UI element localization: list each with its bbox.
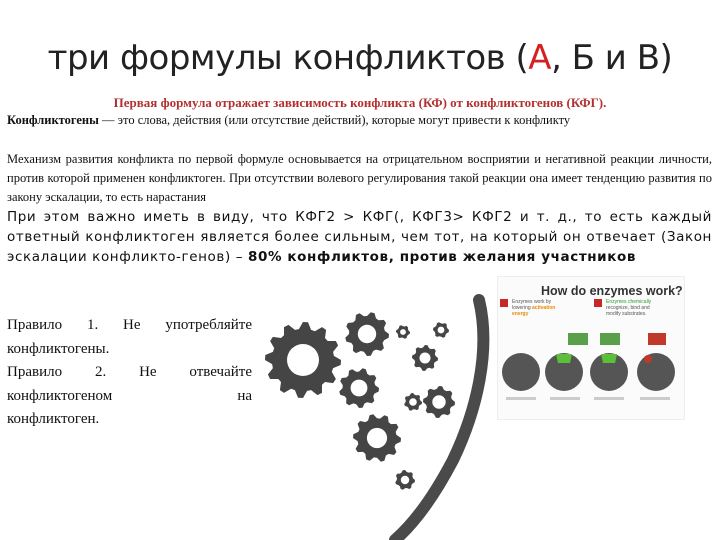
escalation-bold: 80% конфликтов, против желания участников — [247, 249, 637, 265]
gear-icon — [395, 470, 415, 490]
rules-block — [7, 314, 252, 432]
escalation-text: При этом важно иметь в виду, что КФГ2 > КФГ(, КФГ3> КФГ2 и т. д., то есть каждый ответный конфликтоген является более сильным, чем тот, на который он отвечает (Закон эскалации конфликто-генов) – — [7, 209, 712, 265]
rule-line: конфликтогеном на — [7, 387, 252, 404]
gear-icon — [396, 325, 410, 339]
rule-line: Правило 1. Не употребляйте — [7, 317, 252, 333]
subtitle: Первая формула отражает зависимость конфликта (КФ) от конфликтогенов (КФГ). — [113, 95, 607, 110]
bullet-icon — [594, 299, 602, 307]
title-accent-letter: А — [528, 38, 552, 78]
enzyme-note-text: lowering — [512, 305, 531, 311]
substrate-shape — [600, 333, 620, 345]
active-site-shape — [601, 354, 617, 363]
product-shape — [644, 355, 652, 363]
gear-icon — [353, 414, 401, 461]
enzyme-note-left — [512, 299, 555, 317]
escalation-paragraph — [7, 207, 712, 267]
definition-term: Конфликтогены — [7, 113, 99, 127]
gear-icon — [339, 368, 379, 408]
product-shape — [648, 333, 666, 345]
rule-line: конфликтогены. — [7, 340, 110, 357]
active-site-shape — [556, 354, 572, 363]
enzyme-note-right — [606, 299, 651, 317]
gear-icon — [345, 312, 389, 356]
enzyme-note-text: modify substrates. — [606, 311, 647, 317]
enzyme-shape — [502, 353, 540, 391]
enzyme-note-text: Enzymes chemically — [606, 299, 652, 305]
enzyme-note-activation: activation — [532, 305, 556, 311]
mechanism-paragraph: Механизм развития конфликта по первой формуле основывается на отрицательном восприятии и негативной реакции личности, против которой применен конфликтоген. При отсутствии волевого регулирования такой реакции она имеет тенденцию развития по закону эскалации, то есть нарастания — [7, 152, 712, 204]
enzyme-note-energy: energy — [512, 311, 529, 317]
enzyme-note-text: recognize, bind and — [606, 305, 650, 311]
title-text-before: три формулы конфликтов ( — [47, 38, 529, 78]
enzyme-note-text: Enzymes work by — [512, 299, 552, 305]
definition-paragraph — [7, 111, 712, 130]
gears-illustration — [255, 290, 495, 540]
gear-icon — [404, 393, 422, 411]
enzyme-shape — [637, 353, 675, 391]
substrate-shape — [568, 333, 588, 345]
gear-icon — [433, 322, 449, 337]
gear-icon — [265, 322, 341, 398]
title-text-after: , Б и В) — [551, 38, 673, 78]
slide-title — [0, 38, 720, 78]
rule-line: Правило 2. Не отвечайте — [7, 364, 252, 380]
enzyme-title: How do enzymes work? — [541, 284, 683, 298]
enzyme-diagram-image — [497, 276, 685, 420]
gear-icon — [412, 345, 438, 371]
gear-icon — [423, 386, 455, 418]
definition-text: — это слова, действия (или отсутствие действий), которые могут привести к конфликту — [98, 113, 571, 127]
rule-line: конфликтоген. — [7, 411, 100, 427]
bullet-icon — [500, 299, 508, 307]
